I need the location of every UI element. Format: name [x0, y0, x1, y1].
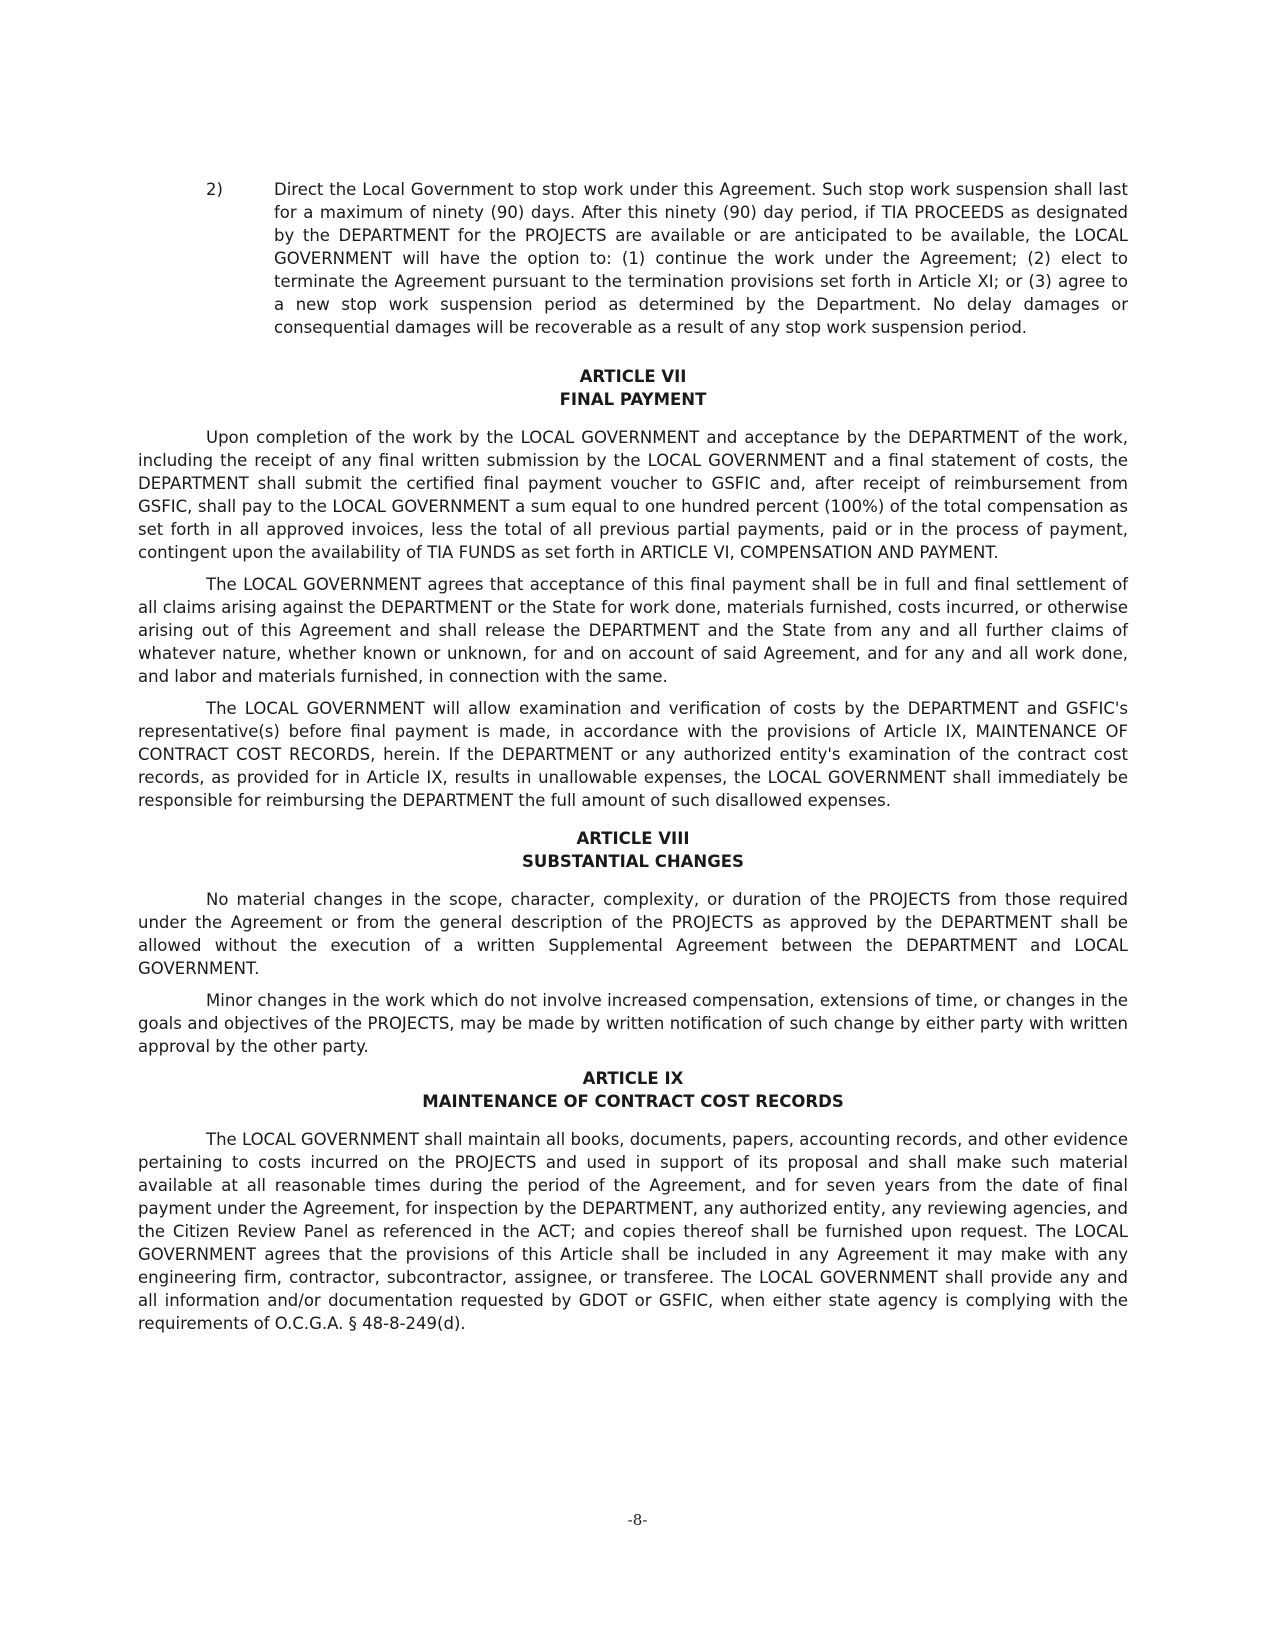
page-body	[138, 178, 1128, 1335]
article-7-paragraph-3: The LOCAL GOVERNMENT will allow examination and verification of costs by the DEPARTMENT and GSFIC's representative(s) before final payment is made, in accordance with the provisions of Article IX, MAINTENANCE OF CONTRACT COST RECORDS, herein. If the DEPARTMENT or any authorized entity's examination of the contract cost records, as provided for in Article IX, results in unallowable expenses, the LOCAL GOVERNMENT shall immediately be responsible for reimbursing the DEPARTMENT the full amount of such disallowed expenses.	[138, 699, 1128, 810]
article-9-title: MAINTENANCE OF CONTRACT COST RECORDS	[422, 1092, 844, 1111]
article-9-paragraph-1: The LOCAL GOVERNMENT shall maintain all books, documents, papers, accounting records, and other evidence pertaining to costs incurred on the PROJECTS and used in support of its proposal and shall make such material available at all reasonable times during the period of the Agreement, and for seven years from the date of final payment under the Agreement, for inspection by the DEPARTMENT, any authorized entity, any reviewing agencies, and the Citizen Review Panel as referenced in the ACT; and copies thereof shall be furnished upon request. The LOCAL GOVERNMENT agrees that the provisions of this Article shall be included in any Agreement it may make with any engineering firm, contractor, subcontractor, assignee, or transferee. The LOCAL GOVERNMENT shall provide any and all information and/or documentation requested by GDOT or GSFIC, when either state agency is complying with the requirements of O.C.G.A. § 48-8-249(d).	[138, 1130, 1128, 1333]
list-item-number: 2)	[206, 180, 223, 199]
article-8-title: SUBSTANTIAL CHANGES	[522, 852, 744, 871]
article-8-number: ARTICLE VIII	[576, 829, 690, 848]
list-item-2	[138, 178, 1128, 339]
article-8-paragraph-2: Minor changes in the work which do not involve increased compensation, extensions of time, or changes in the goals and objectives of the PROJECTS, may be made by written notification of such change by either party with written approval by the other party.	[138, 991, 1128, 1056]
article-8-paragraph-1: No material changes in the scope, character, complexity, or duration of the PROJECTS from those required under the Agreement or from the general description of the PROJECTS as approved by the DEPARTMENT shall be allowed without the execution of a written Supplemental Agreement between the DEPARTMENT and LOCAL GOVERNMENT.	[138, 890, 1128, 978]
article-7-number: ARTICLE VII	[579, 367, 687, 386]
article-7-paragraph-1: Upon completion of the work by the LOCAL GOVERNMENT and acceptance by the DEPARTMENT of the work, including the receipt of any final written submission by the LOCAL GOVERNMENT and a final statement of costs, the DEPARTMENT shall submit the certified final payment voucher to GSFIC and, after receipt of reimbursement from GSFIC, shall pay to the LOCAL GOVERNMENT a sum equal to one hundred percent (100%) of the total compensation as set forth in all approved invoices, less the total of all previous partial payments, paid or in the process of payment, contingent upon the availability of TIA FUNDS as set forth in ARTICLE VI, COMPENSATION AND PAYMENT.	[138, 428, 1128, 562]
list-item-text: Direct the Local Government to stop work under this Agreement. Such stop work suspension shall last for a maximum of ninety (90) days. After this ninety (90) day period, if TIA PROCEEDS as designated by the DEPARTMENT for the PROJECTS are available or are anticipated to be available, the LOCAL GOVERNMENT will have the option to: (1) continue the work under the Agreement; (2) elect to terminate the Agreement pursuant to the termination provisions set forth in Article XI; or (3) agree to a new stop work suspension period as determined by the Department. No delay damages or consequential damages will be recoverable as a result of any stop work suspension period.	[274, 180, 1128, 337]
article-7-title: FINAL PAYMENT	[559, 390, 707, 409]
page-number: -8-	[627, 1511, 648, 1529]
article-9-number: ARTICLE IX	[582, 1069, 684, 1088]
article-7-paragraph-2: The LOCAL GOVERNMENT agrees that acceptance of this final payment shall be in full and final settlement of all claims arising against the DEPARTMENT or the State for work done, materials furnished, costs incurred, or otherwise arising out of this Agreement and shall release the DEPARTMENT and the State from any and all further claims of whatever nature, whether known or unknown, for and on account of said Agreement, and for any and all work done, and labor and materials furnished, in connection with the same.	[138, 575, 1128, 686]
